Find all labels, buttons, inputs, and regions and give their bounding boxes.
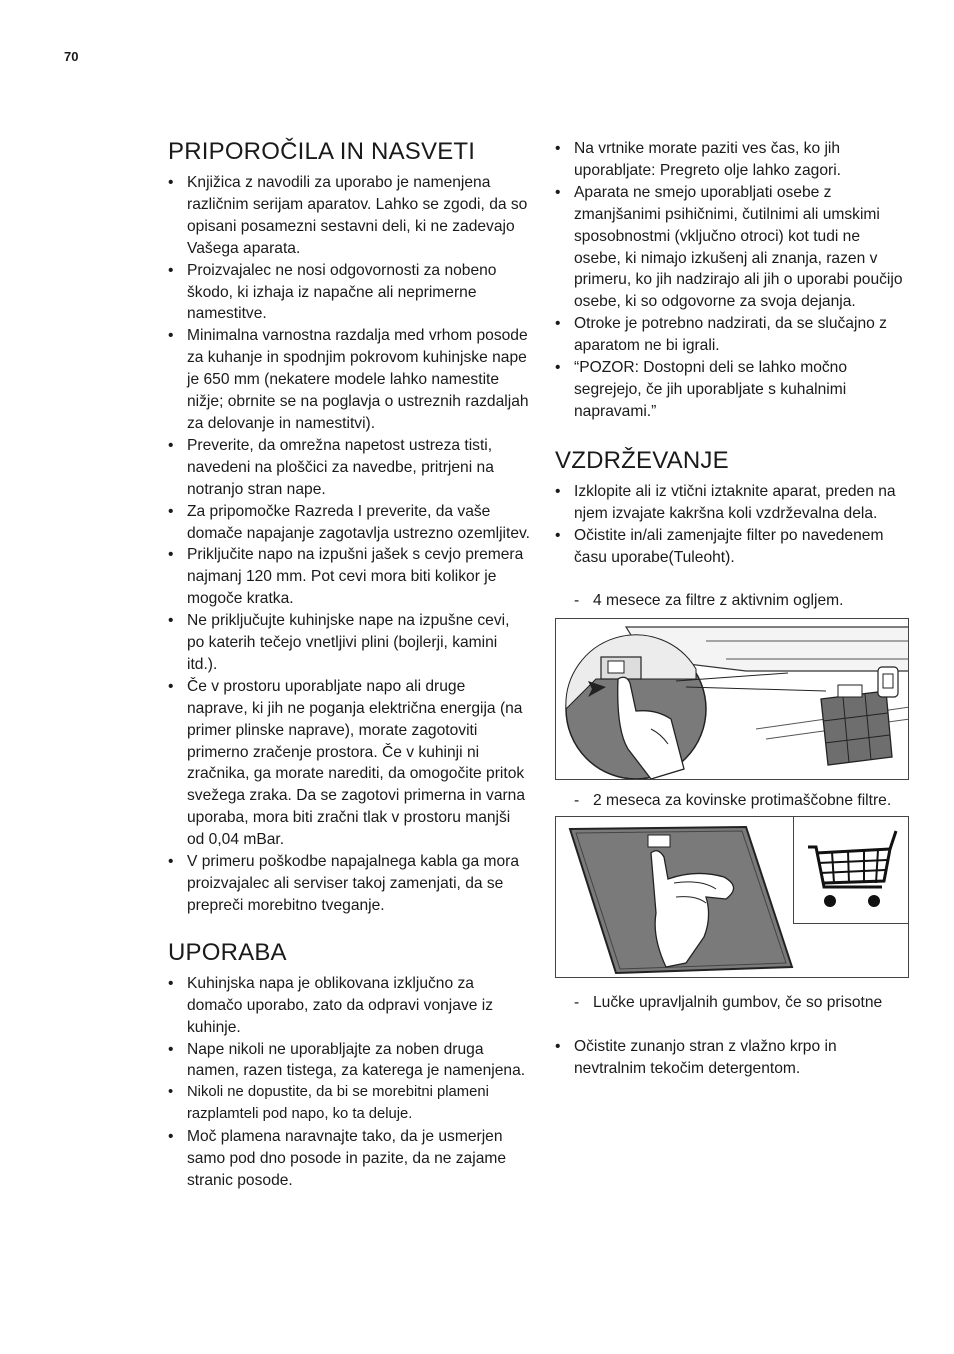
list-item: • V primeru poškodbe napajalnega kabla ga mora proizvajalec ali serviser takoj zamenjati, da se prepreči morebitno tveganje. [168,851,530,917]
list-item: • Izklopite ali iz vtični iztaknite aparat, preden na njem izvajate kakršna koli vzdrževalna dela. [555,481,910,525]
list-item: • Moč plamena naravnajte tako, da je usmerjen samo pod dno posode in pazite, da ne zajame stranic posode. [168,1126,530,1192]
grease-filter-illustration [555,816,909,978]
uporaba-list [168,973,530,1192]
vzdrzevanje-list [555,481,910,569]
list-item: • Nikoli ne dopustite, da bi se morebitni plameni razplamteli pod napo, ko ta deluje. [168,1082,530,1126]
list-item: • Na vrtnike morate paziti ves čas, ko jih uporabljate: Pregreto olje lahko zagori. [555,138,910,182]
dash-item-grease-filter: - 2 meseca za kovinske protimaščobne filtre. [555,790,910,812]
list-item: • Otroke je potrebno nadzirati, da se slučajno z aparatom ne bi igrali. [555,313,910,357]
list-item: • Priključite napo na izpušni jašek s cevjo premera najmanj 120 mm. Pot cevi mora biti kolikor je mogoče kratka. [168,544,530,610]
list-item: • Minimalna varnostna razdalja med vrhom posode za kuhanje in spodnjim pokrovom kuhinjske nape je 650 mm (nekatere modele lahko namestite nižje; obrnite se na poglavja o ustreznih razdaljah za delovanje in namestitvi). [168,325,530,435]
list-item: • Očistite in/ali zamenjajte filter po navedenem času uporabe(Tuleoht). [555,525,910,569]
vzdrzevanje-final-list [555,1036,910,1080]
left-column [168,138,530,1192]
section-title-vzdrzevanje: VZDRŽEVANJE [555,446,729,474]
dash-item-carbon-filter: - 4 mesece za filtre z aktivnim ogljem. [555,590,910,612]
page-number: 70 [64,49,79,64]
shopping-cart-icon [794,817,909,925]
section-title-priporocila: PRIPOROČILA IN NASVETI [168,138,476,165]
priporocila-list [168,172,530,917]
list-item: • Očistite zunanjo stran z vlažno krpo in nevtralnim tekočim detergentom. [555,1036,910,1080]
uporaba-cont-list [555,138,910,423]
list-item: • Za pripomočke Razreda I preverite, da vaše domače napajanje zagotavlja ustrezno ozemljitev. [168,501,530,545]
dash-item-knob-lights: - Lučke upravljalnih gumbov, če so prisotne [555,992,910,1014]
list-item: • “POZOR: Dostopni deli se lahko močno segrejejo, če jih uporabljate s kuhalnimi napravami.” [555,357,910,423]
section-title-uporaba: UPORABA [168,938,287,966]
list-item: • Ne priključujte kuhinjske nape na izpušne cevi, po katerih tečejo vnetljivi plini (bojlerji, kamini itd.). [168,610,530,676]
list-item: • Če v prostoru uporabljate napo ali druge naprave, ki jih ne poganja električna energija (na primer plinske naprave), morate zagotoviti primerno zračenje prostora. Če v kuhinji ni zračnika, ga morate narediti, da omogočite pritok svežega zraka. Da se zagotovi primerna in varna uporaba, mora biti zračni tlak v prostoru manjši od 0,04 mBar. [168,676,530,851]
right-column [555,138,910,1080]
list-item: • Knjižica z navodili za uporabo je namenjena različnim serijam aparatov. Lahko se zgodi, da so opisani posamezni sestavni deli, ki ne zadevajo Vašega aparata. [168,172,530,260]
shopping-cart-box [793,816,909,924]
list-item: • Kuhinjska napa je oblikovana izključno za domačo uporabo, zato da odpravi vonjave iz kuhinje. [168,973,530,1039]
list-item: • Aparata ne smejo uporabljati osebe z zmanjšanimi psihičnimi, čutilnimi ali umskimi sposobnostmi (vključno otroci) kot tudi ne osebe, ki nimajo izkušenj ali znanja, razen v primeru, ko jih nadzirajo ali jih o uporabi poučijo osebe, ki so odgovorne za svoja dejanja. [555,182,910,313]
list-item: • Proizvajalec ne nosi odgovornosti za nobeno škodo, ki izhaja iz napačne ali neprimerne namestitve. [168,260,530,326]
carbon-filter-drawing [556,619,909,780]
carbon-filter-illustration [555,618,909,780]
list-item: • Preverite, da omrežna napetost ustreza tisti, navedeni na ploščici za navedbe, pritrjeni na notranjo stran nape. [168,435,530,501]
list-item: • Nape nikoli ne uporabljajte za noben druga namen, razen tistega, za katerega je namenjena. [168,1039,530,1083]
